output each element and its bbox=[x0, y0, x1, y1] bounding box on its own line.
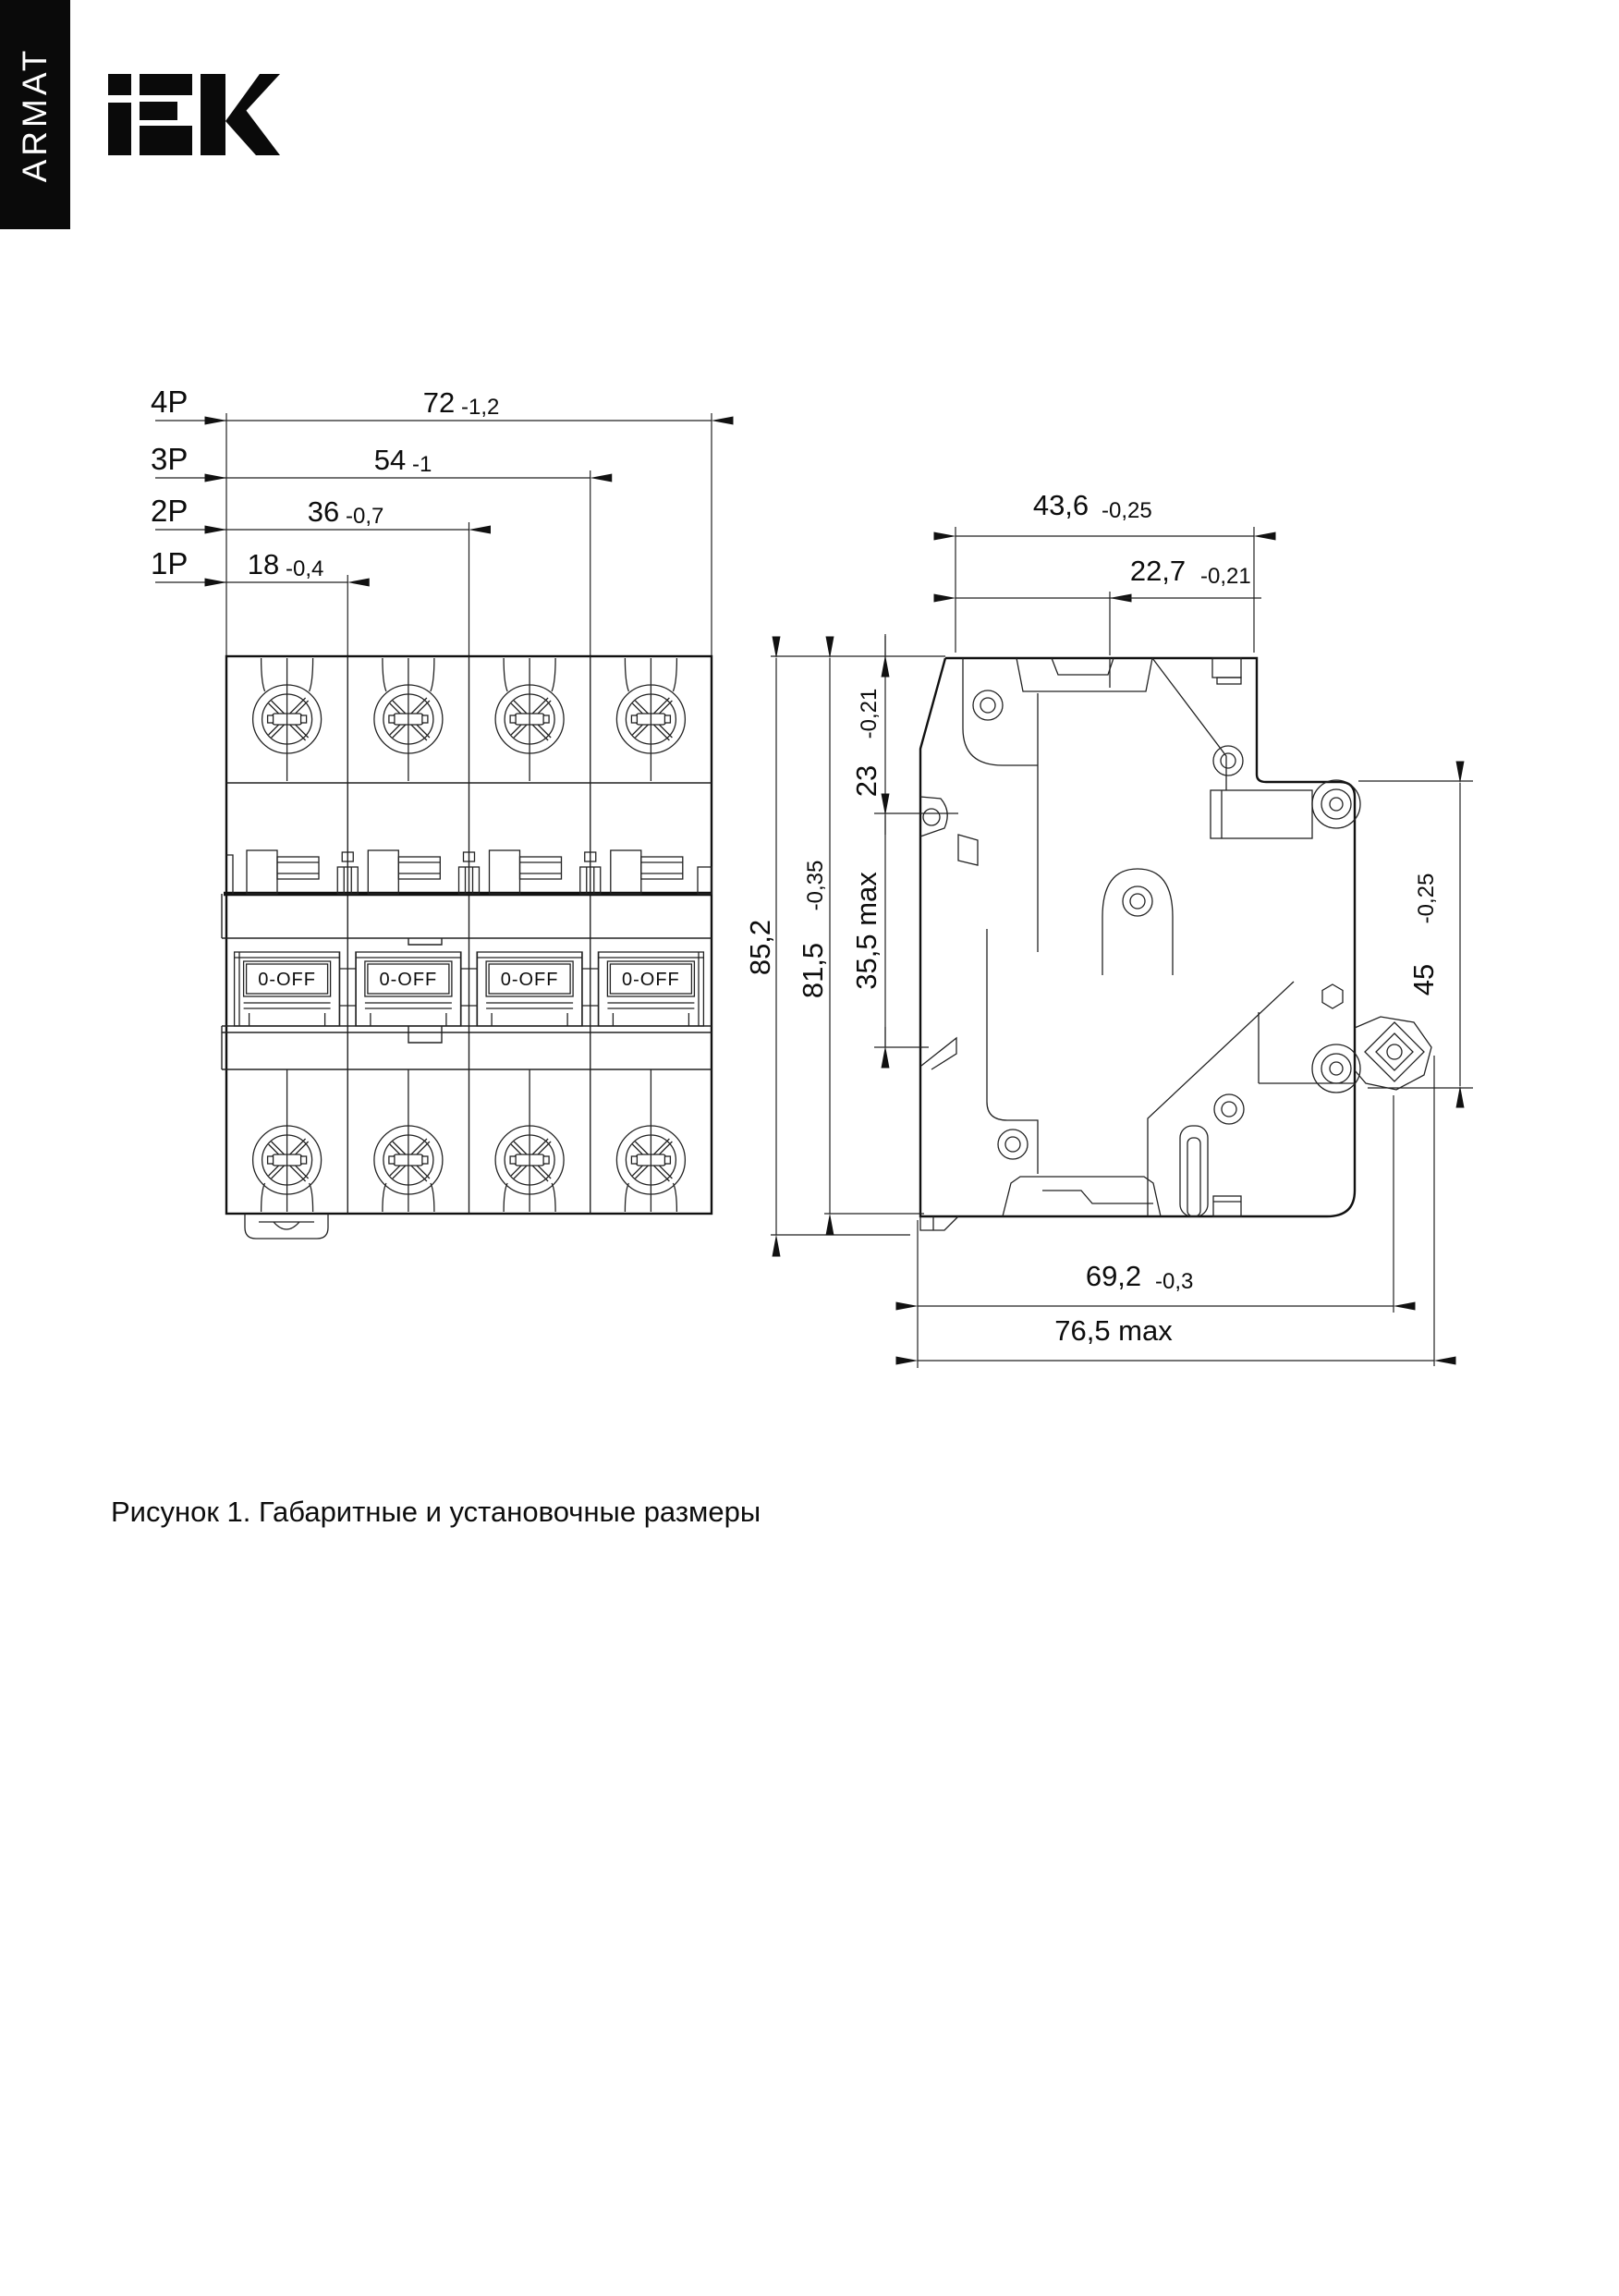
pole-label-4p: 4P bbox=[151, 385, 189, 419]
dim-815-value: 81,5 bbox=[797, 942, 829, 999]
dim-815-tol: -0,35 bbox=[803, 860, 828, 911]
dim-36-tol: -0,7 bbox=[346, 504, 384, 529]
front-dimension-texts bbox=[151, 385, 499, 581]
dim-18-value: 18 bbox=[247, 548, 280, 580]
dim-227-tol: -0,21 bbox=[1200, 564, 1251, 589]
pole-label-1p: 1P bbox=[151, 546, 189, 580]
dim-72-tol: -1,2 bbox=[461, 395, 500, 420]
dim-43-value: 43,6 bbox=[1032, 489, 1089, 521]
dim-692-tol: -0,3 bbox=[1155, 1269, 1194, 1294]
pole-label-3p: 3P bbox=[151, 442, 189, 476]
pole-label-2p: 2P bbox=[151, 494, 189, 528]
dim-45-tol: -0,25 bbox=[1414, 873, 1439, 924]
dim-852-value: 85,2 bbox=[744, 919, 776, 976]
front-dimensions bbox=[155, 413, 712, 655]
handle-label-2: 0-OFF bbox=[379, 970, 438, 990]
dim-765-value: 76,5 max bbox=[1054, 1314, 1173, 1347]
handle-label-4: 0-OFF bbox=[622, 970, 680, 990]
dim-54-value: 54 bbox=[373, 444, 407, 476]
front-view bbox=[222, 656, 712, 1239]
handle-label-3: 0-OFF bbox=[500, 970, 559, 990]
dim-227-value: 22,7 bbox=[1129, 555, 1187, 587]
dim-23-value: 23 bbox=[850, 764, 883, 798]
dim-54-tol: -1 bbox=[412, 452, 432, 477]
dim-23-tol: -0,21 bbox=[857, 688, 882, 739]
dim-692-value: 69,2 bbox=[1085, 1260, 1142, 1292]
brand-sidebar-label: ARMAT bbox=[16, 46, 54, 183]
dim-45-value: 45 bbox=[1407, 963, 1440, 996]
handle-label-1: 0-OFF bbox=[258, 970, 316, 990]
dim-18-tol: -0,4 bbox=[286, 556, 324, 581]
dim-36-value: 36 bbox=[307, 495, 340, 528]
dim-355-value: 35,5 max bbox=[850, 872, 883, 990]
dim-43-tol: -0,25 bbox=[1102, 498, 1152, 523]
dim-72-value: 72 bbox=[422, 386, 456, 419]
side-view bbox=[920, 658, 1431, 1230]
figure-caption: Рисунок 1. Габаритные и установочные размеры bbox=[111, 1496, 761, 1528]
side-dimension-texts bbox=[744, 489, 1440, 1347]
